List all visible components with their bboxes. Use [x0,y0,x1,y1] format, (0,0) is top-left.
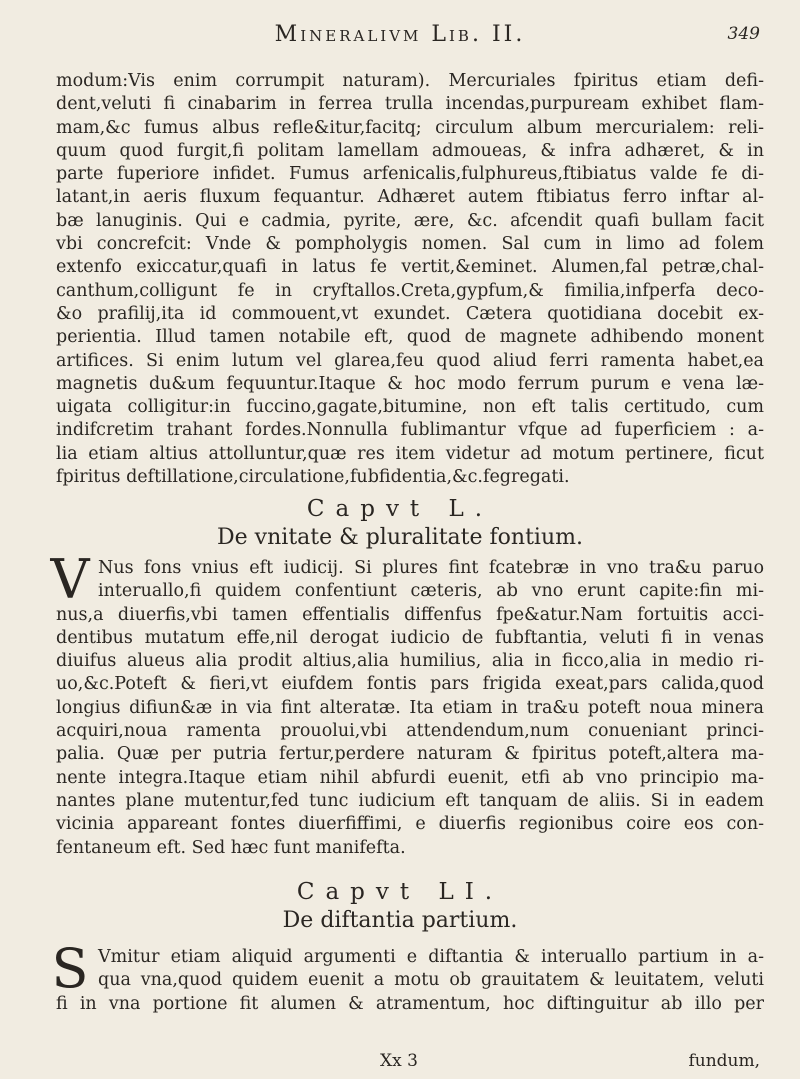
text-line: nente integra.Itaque etiam nihil abfurdi euenit, etfi ab vno principio ma- [56,767,764,788]
paragraph-mineral-spirits [56,70,764,489]
signature-mark: Xx 3 [380,1051,418,1071]
chapter-title: De diftantia partium. [282,908,518,933]
drop-cap: V [50,548,90,611]
text-line: magnetis du&um fequuntur.Itaque & hoc modo ferrum purum e vena læ- [56,373,764,394]
text-line: interuallo,fi quidem confentiunt cæteris, ab vno erunt capite:fin mi- [98,581,764,602]
paragraph-chapter-50 [50,548,764,860]
text-line: quum quod furgit,fi politam lamellam admoueas, & infra adhæret, & in [56,140,764,161]
text-line: indifcretim trahant fordes.Nonnulla fublimantur vfque ad fuperficiem : a- [56,420,764,441]
text-line: artifices. Si enim lutum vel glarea,feu quod aliud ferri ramenta habet,ea [56,350,764,371]
text-line: &o prafilij,ita id commouent,vt exundet. Cætera quotidiana docebit ex- [56,303,764,324]
running-head [0,22,800,62]
text-line: vicinia appareant fontes diuerfiffimi, e diuerfis regionibus coire eos con- [56,814,764,835]
drop-cap: S [51,937,89,1000]
page-number: 349 [727,24,760,44]
chapter-50-heading [0,494,800,552]
text-line: lia etiam altius attolluntur,quæ res item videtur ad motum pertinere, ficut [56,443,764,464]
chapter-51-heading [0,877,800,935]
text-line: palia. Quæ per putria fertur,perdere naturam & fpiritus poteft,altera ma- [56,744,764,765]
text-line: modum:Vis enim corrumpit naturam). Mercuriales fpiritus etiam defi- [56,71,764,91]
text-line: fpiritus deftillatione,circulatione,fubfidentia,&c.fegregati. [56,467,570,488]
text-line: dent,veluti fi cinabarim in ferrea trulla incendas,purpuream exhibet flam- [56,94,764,115]
text-line: bæ lanuginis. Qui e cadmia, pyrite, ære, &c. afcendit quafi bullam facit [56,210,764,231]
text-line: Vmitur etiam aliquid argumenti e diftantia & interuallo partium in a- [98,947,764,967]
text-line: qua vna,quod quidem euenit a motu ob grauitatem & leuitatem, veluti [98,970,764,991]
text-line: canthum,colligunt fe in cryftallos.Creta,gypfum,& fimilia,infperfa deco- [56,280,764,301]
text-line: extenfo exiccatur,quafi in latus fe vertit,&eminet. Alumen,fal petræ,chal- [56,257,764,278]
text-line: longius difiun&æ in via fint alteratæ. Ita etiam in tra&u poteft noua minera [56,697,764,718]
catchword: fundum, [688,1051,760,1071]
text-line: nantes plane mutentur,fed tunc iudicium eft tanquam de aliis. Si in eadem [56,790,764,811]
text-line: vbi concrefcit: Vnde & pompholygis nomen. Sal cum in limo ad folem [56,234,764,255]
chapter-title: De vnitate & pluralitate fontium. [217,525,583,550]
text-line: fi in vna portione fit alumen & atramentum, hoc diftinguitur ab illo per [56,993,764,1014]
text-line: diuifus alueus alia prodit altius,alia humilius, alia in ficco,alia in medio ri- [56,651,764,672]
text-line: mam,&c fumus albus refle&itur,facitq; circulum album mercurialem: reli- [56,117,764,138]
text-line: perientia. Illud tamen notabile eft, quod de magnete adhibendo monent [56,327,764,348]
running-title: Mineralivm Lib. II. [274,22,526,47]
text-line: nus,a diuerfis,vbi tamen effentialis diffenfus fpe&atur.Nam fortuitis acci- [56,604,764,625]
text-line: Nus fons vnius eft iudicij. Si plures fint fcatebræ in vno tra&u paruo [98,558,764,578]
chapter-number: Capvt L. [306,496,494,522]
text-line: dentibus mutatum effe,nil derogat iudicio de fubftantia, veluti fi in venas [56,627,764,648]
text-line: latant,in aeris fluxum fequantur. Adhæret autem ftibiatus ferro inftar al- [56,187,764,208]
text-line: uo,&c.Poteft & fieri,vt eiufdem fontis pars frigida exeat,pars calida,quod [56,674,764,695]
text-line: acquiri,noua ramenta prouolui,vbi attendendum,num conueniant princi- [56,721,764,742]
text-line: fentaneum eft. Sed hæc funt manifefta. [56,837,406,858]
text-line: parte fuperiore infidet. Fumus arfenicalis,fulphureus,ftibiatus valde fe di- [56,164,764,185]
text-line: uigata colligitur:in fuccino,gagate,bitumine, non eft talis certitudo, cum [56,397,764,418]
paragraph-chapter-51 [51,937,764,1016]
chapter-number: Capvt LI. [296,879,504,905]
